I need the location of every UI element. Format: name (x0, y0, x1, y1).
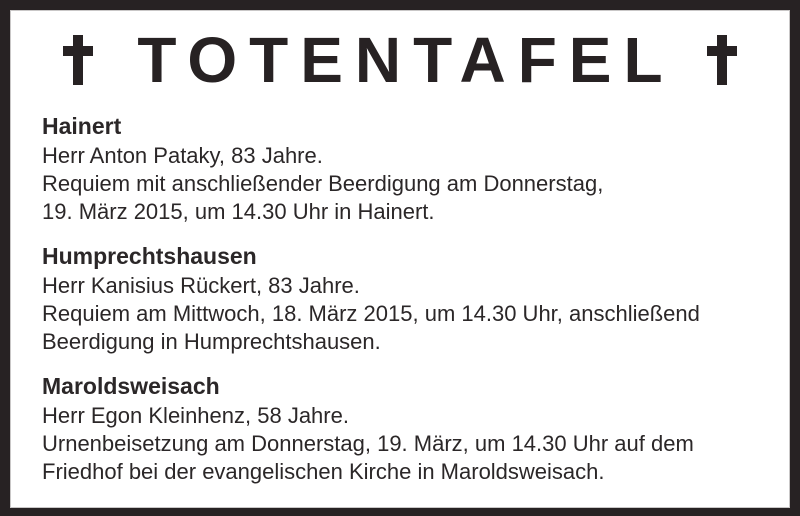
cross-horizontal-bar (707, 46, 737, 56)
cross-icon (63, 35, 93, 85)
cross-vertical-bar (717, 35, 727, 85)
obituary-section-humprechtshausen (42, 242, 766, 356)
obituary-section-maroldsweisach (42, 372, 766, 486)
notice-line: Beerdigung in Humprechtshausen. (42, 329, 381, 354)
cross-vertical-bar (73, 35, 83, 85)
notice-line: Herr Egon Kleinhenz, 58 Jahre. (42, 403, 349, 428)
notice-line: Herr Anton Pataky, 83 Jahre. (42, 143, 323, 168)
cross-horizontal-bar (63, 46, 93, 56)
masthead (10, 24, 790, 96)
notice-line: 19. März 2015, um 14.30 Uhr in Hainert. (42, 199, 435, 224)
page-title: TOTENTAFEL (137, 24, 675, 96)
place-heading: Humprechtshausen (42, 243, 257, 269)
notice-line: Requiem am Mittwoch, 18. März 2015, um 14.30 Uhr, anschließend (42, 301, 700, 326)
notice-line: Requiem mit anschließender Beerdigung am Donnerstag, (42, 171, 604, 196)
obituary-section-hainert (42, 112, 766, 226)
notice-line: Herr Kanisius Rückert, 83 Jahre. (42, 273, 360, 298)
notice-line: Urnenbeisetzung am Donnerstag, 19. März, um 14.30 Uhr auf dem (42, 431, 694, 456)
place-heading: Hainert (42, 113, 122, 139)
obituary-list (10, 112, 790, 486)
notice-line: Friedhof bei der evangelischen Kirche in Maroldsweisach. (42, 459, 605, 484)
place-heading: Maroldsweisach (42, 373, 220, 399)
cross-icon (707, 35, 737, 85)
